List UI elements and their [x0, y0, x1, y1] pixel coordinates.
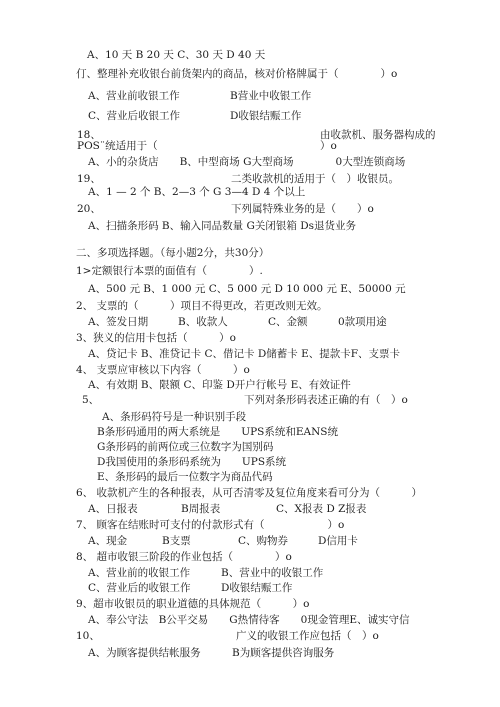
q18-paren: ）o — [320, 140, 337, 152]
q18-options: A、小的杂货店 B、中型商场 G大型商场 0大型连锁商场 — [88, 156, 406, 168]
q18-text-right: 由收款机、服务器构成的 — [320, 129, 436, 141]
q5-text: 下列对条形码表述正确的有（ ）o — [244, 394, 408, 406]
option-c: C、营业后收银工作 — [88, 110, 181, 122]
m-q4-options: A、有效期 B、限额 C、印鉴 D开户行帐号 E、有效证件 — [88, 379, 351, 391]
m-q5-option-a: A、条形码符号是一种识别手段 — [102, 411, 247, 423]
q18-number: 18、 — [77, 129, 101, 141]
option-c: C、营业后的收银工作 — [88, 582, 191, 594]
option-b: B、营业中的收银工作 — [221, 567, 324, 579]
q19-number: 19、 — [77, 173, 101, 185]
m-question-6: 6、 收款机产生的各种报表，从可否清零及复位角度来看可分为（ ） — [76, 487, 423, 499]
q20-text: 下列属特殊业务的是（ ）o — [231, 203, 374, 215]
m-question-2: 2、 支票的（ ）项目不得更改，若更改则无效。 — [76, 300, 328, 312]
option-a: A、营业前收银工作 — [88, 90, 180, 102]
option-c: C、金额 — [268, 316, 308, 328]
m-q9-options: A、奉公守法 B公平交易 G热情待客 0现金管理E、诚实守信 — [88, 614, 410, 626]
m-q3-options: A、贷记卡 B、准贷记卡 C、借记卡 D储蓄卡 E、提款卡F、支票卡 — [88, 348, 401, 360]
q19-options: A、1 — 2 个 B、2—3 个 G 3—4 D 4 个以上 — [88, 186, 306, 198]
option-a: A、日报表 — [88, 503, 138, 515]
option-d: D信用卡 — [318, 535, 358, 547]
line-a-10-days: A、10 天 B 20 天 C、30 天 D 40 天 — [87, 49, 266, 61]
m-q5-option-d: D我国使用的条形码系统为 UPS系统 — [97, 456, 287, 468]
section-2-title: 二、多项选择题。（每小题2分，共30分） — [76, 247, 270, 259]
option-a: A、现金 — [88, 535, 128, 547]
m-question-8: 8、 超市收银三阶段的作业包括（ ）o — [76, 551, 292, 563]
option-d: 0款项用途 — [338, 316, 387, 328]
q10-number: 10、 — [76, 630, 100, 642]
q20-number: 20、 — [77, 203, 101, 215]
option-a: A、签发日期 — [88, 316, 149, 328]
q10-text: 广义的收银工作应包括（ ）o — [236, 630, 379, 642]
option-d: D收银结赈工作 — [221, 582, 293, 594]
option-b: B为顾客提供咨询服务 — [232, 647, 335, 659]
option-b: B、收款人 — [178, 316, 228, 328]
m-question-9: 9、超市收银员的职业道德的具体规范（ ）o — [76, 598, 310, 610]
q20-options: A、扫描条形码 B、输入同品数量 G关闭银箱 Ds退货业务 — [88, 220, 357, 232]
option-a: A、营业前的收银工作 — [88, 567, 191, 579]
m-q5-option-c: G条形码的前两位或三位数字为国别码 — [97, 441, 274, 453]
question-17: 仃、整理补充收银台前货架内的商品，核对价格牌属于（ ）o — [76, 68, 398, 80]
option-b: B营业中收银工作 — [230, 90, 312, 102]
m-q1-options: A、500 元 B、1 000 元 C、5 000 元 D 10 000 元 E、50000 元 — [88, 283, 406, 295]
option-b: B支票 — [162, 535, 191, 547]
m-question-3: 3、狭义的信用卡包括（ ）o — [76, 332, 237, 344]
q18-text: POS¨统适用于（ — [77, 140, 158, 152]
m-q5-option-b: B条形码通用的两大系统是 UPS系统和EANS统 — [97, 426, 338, 438]
option-a: A、为顾客提供结帐服务 — [88, 647, 201, 659]
m-question-4: 4、 支票应审核以下内容（ ）o — [76, 364, 250, 376]
option-b: B周报表 — [181, 503, 221, 515]
q5-number: 5、 — [82, 394, 100, 406]
option-d: D收银结赈工作 — [230, 110, 302, 122]
m-q5-option-e: E、条形码的最后一位数字为商品代码 — [97, 471, 273, 483]
q19-text: 二类收款机的适用于（ ）收银员。 — [231, 173, 399, 185]
option-cd: C、X报表 D Z报表 — [276, 503, 367, 515]
m-question-7: 7、 顾客在结账时可支付的付款形式有（ ）o — [76, 519, 345, 531]
option-c: C、购物券 — [238, 535, 289, 547]
m-question-1: 1>定额银行本票的面值有（ ）. — [76, 265, 263, 277]
